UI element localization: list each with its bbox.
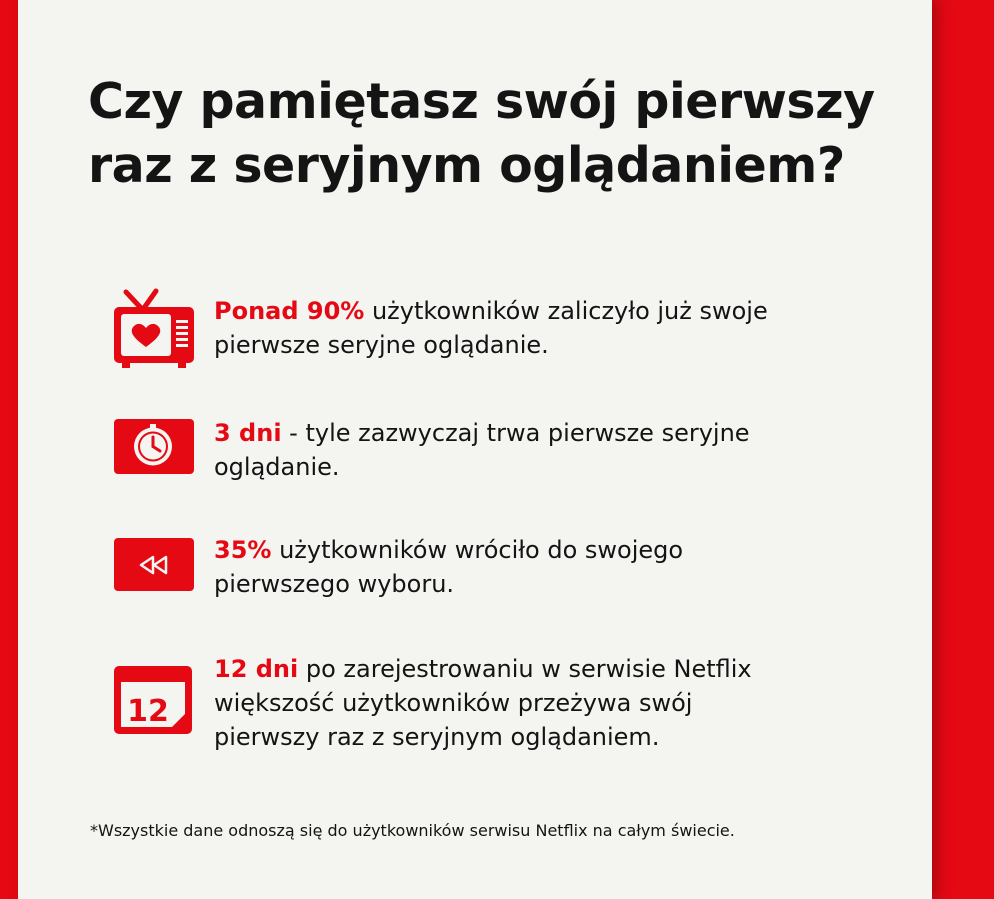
- fact-line-2: pierwszego wyboru.: [214, 570, 455, 598]
- fact-line-2: pierwsze seryjne oglądanie.: [214, 331, 549, 359]
- fact-text: [214, 533, 683, 601]
- page-title: [88, 70, 908, 198]
- fact-highlight: 35%: [214, 536, 272, 564]
- rewind-icon: [96, 537, 196, 593]
- fact-rest: - tyle zazwyczaj trwa pierwsze seryjne: [281, 419, 750, 447]
- fact-text: [214, 294, 768, 362]
- fact-line-2: większość użytkowników przeżywa swój: [214, 689, 693, 717]
- calendar-number: 12: [127, 694, 169, 729]
- fact-line-1: [214, 294, 768, 328]
- footnote: *Wszystkie dane odnoszą się do użytkowników serwisu Netflix na całym świecie.: [90, 821, 735, 840]
- fact-line-1: [214, 416, 750, 450]
- title-line-1: Czy pamiętasz swój pierwszy: [88, 73, 875, 130]
- infographic-card: [18, 0, 932, 899]
- fact-rest: użytkowników wróciło do swojego: [271, 536, 684, 564]
- fact-text: [214, 652, 752, 754]
- fact-line-1: [214, 652, 752, 686]
- fact-line-3: pierwszy raz z seryjnym oglądaniem.: [214, 723, 660, 751]
- fact-rest: po zarejestrowaniu w serwisie Netflix: [298, 655, 752, 683]
- clock-icon: [96, 418, 196, 476]
- calendar-icon: [96, 664, 196, 736]
- title-line-2: raz z seryjnym oglądaniem?: [88, 137, 845, 194]
- fact-rest: użytkowników zaliczyło już swoje: [364, 297, 768, 325]
- fact-highlight: 3 dni: [214, 419, 282, 447]
- fact-highlight: 12 dni: [214, 655, 299, 683]
- fact-highlight: Ponad 90%: [214, 297, 365, 325]
- fact-line-1: [214, 533, 683, 567]
- fact-line-2: oglądanie.: [214, 453, 340, 481]
- tv-heart-icon: [96, 288, 196, 370]
- fact-text: [214, 416, 750, 484]
